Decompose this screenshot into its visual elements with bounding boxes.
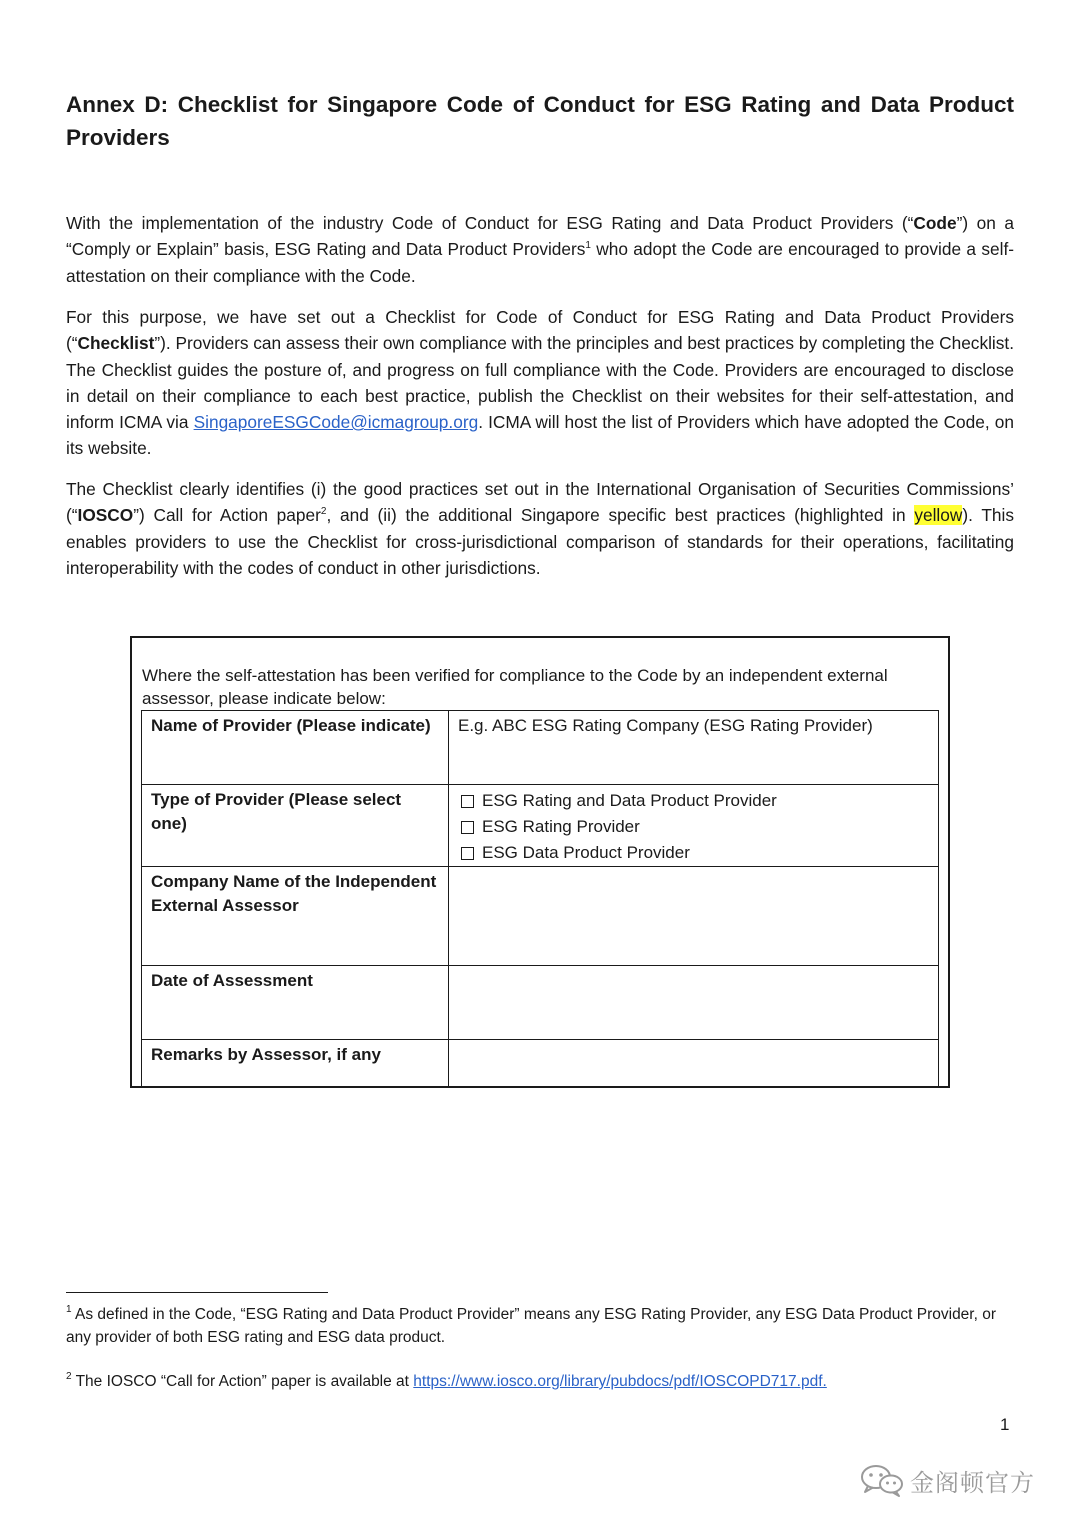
provider-type-label: Type of Provider (Please select one) bbox=[142, 785, 449, 867]
table-row bbox=[142, 966, 939, 1040]
provider-name-label: Name of Provider (Please indicate) bbox=[142, 711, 449, 785]
footnote-1: $^1$ As defined in the Code, “ESG Rating and Data Product Provider” means any ESG Rating Provider, any ESG Data Product Provider, or any provider of both ESG rating and ESG data product. bbox=[66, 1304, 997, 1346]
table-row bbox=[142, 867, 939, 966]
remarks-label: Remarks by Assessor, if any bbox=[142, 1040, 449, 1088]
watermark-text: 金阁顿官方 bbox=[910, 1468, 1035, 1497]
checkbox-icon[interactable] bbox=[461, 821, 474, 834]
email-link[interactable]: SingaporeESGCode@icmagroup.org bbox=[193, 412, 479, 433]
highlight-yellow: yellow bbox=[914, 505, 963, 526]
intro-paragraph: With the implementation of the industry Code of Conduct for ESG Rating and Data Product Providers (“Code”) on a “Comply or Explain” basis, ESG Rating and Data Product Providers$^1$ who adopt the Code are encouraged to provide a self-attestation on their compliance with the Code. bbox=[66, 213, 1014, 286]
assessment-date-field[interactable] bbox=[449, 966, 939, 1040]
assessor-name-field[interactable] bbox=[449, 867, 939, 966]
checkbox-icon[interactable] bbox=[461, 795, 474, 808]
page-title: Annex D: Checklist for Singapore Code of Conduct for ESG Rating and Data Product Providers bbox=[66, 92, 1014, 150]
footnote-divider bbox=[66, 1292, 328, 1293]
option-rating[interactable]: ESG Rating Provider bbox=[458, 814, 930, 840]
footnote-ref-1[interactable]: 1 bbox=[585, 240, 591, 252]
remarks-field[interactable] bbox=[449, 1040, 939, 1088]
option-data-product[interactable]: ESG Data Product Provider bbox=[458, 840, 930, 866]
footnote-ref-2[interactable]: 2 bbox=[320, 506, 327, 518]
footnote-2: $^2$ The IOSCO “Call for Action” paper is available at https://www.iosco.org/library/pubdocs/pdf/IOSCOPD717.pdf. bbox=[66, 1371, 827, 1390]
checkbox-icon[interactable] bbox=[461, 847, 474, 860]
attestation-box bbox=[130, 636, 950, 1088]
term-code: Code bbox=[913, 213, 957, 233]
purpose-paragraph: For this purpose, we have set out a Checklist for Code of Conduct for ESG Rating and Data Product Providers (“Checklist”). Providers can assess their own compliance with the principles and best practices by completing the Checklist. The Checklist guides the posture of, and progress on full compliance with the Code. Providers are encouraged to disclose in detail on their compliance to each best practice, publish the Checklist on their websites for their self-attestation, and inform ICMA via SingaporeESGCode@icmagroup.org. ICMA will host the list of Providers which have adopted the Code, on its website. bbox=[66, 307, 1015, 459]
wechat-icon bbox=[858, 1462, 906, 1498]
attestation-intro: Where the self-attestation has been verified for compliance to the Code by an independent external assessor, please indicate below: bbox=[142, 666, 888, 708]
term-iosco: IOSCO bbox=[77, 505, 134, 526]
option-rating-and-data[interactable]: ESG Rating and Data Product Provider bbox=[458, 788, 930, 814]
iosco-paragraph: The Checklist clearly identifies (i) the good practices set out in the International Organisation of Securities Commissions’ (“IOSCO”) Call for Action paper$^2$, and (ii) the additional Singapore specific best practices (highlighted in yellow). This enables providers to use the Checklist for cross-jurisdictional comparison of standards for their operations, facilitating interoperability with the codes of conduct in other jurisdictions. bbox=[66, 479, 1014, 578]
provider-name-field[interactable]: E.g. ABC ESG Rating Company (ESG Rating Provider) bbox=[449, 711, 939, 785]
assessment-date-label: Date of Assessment bbox=[142, 966, 449, 1040]
term-checklist: Checklist bbox=[77, 333, 155, 354]
iosco-paper-link[interactable]: https://www.iosco.org/library/pubdocs/pdf/IOSCOPD717.pdf. bbox=[413, 1373, 827, 1390]
table-row bbox=[142, 1040, 939, 1088]
assessor-name-label: Company Name of the Independent External Assessor bbox=[142, 867, 449, 966]
table-row bbox=[142, 711, 939, 785]
page-number: 1 bbox=[1000, 1415, 1010, 1434]
attestation-table bbox=[141, 710, 939, 1088]
provider-type-options bbox=[449, 785, 939, 867]
table-row bbox=[142, 785, 939, 867]
watermark bbox=[858, 1462, 1035, 1498]
